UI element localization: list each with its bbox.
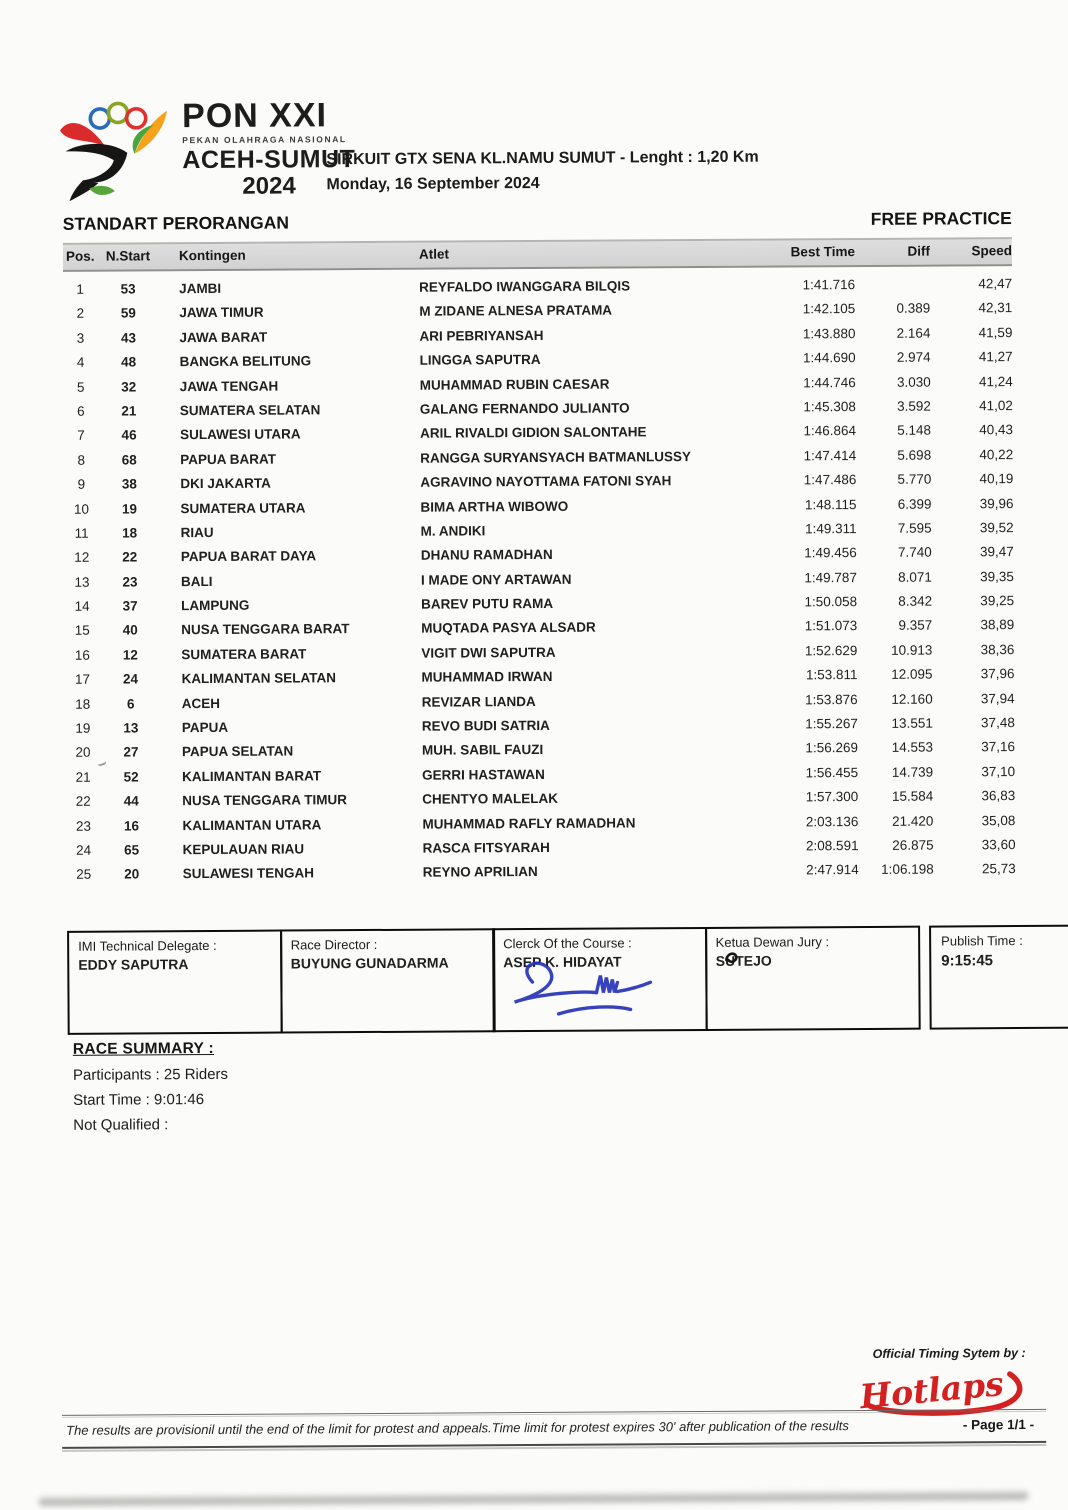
cell-diff: 7.740 <box>897 544 932 561</box>
col-header-nstart: N.Start <box>105 248 151 264</box>
cell-kontingen: JAWA BARAT <box>179 329 268 345</box>
cell-pos: 6 <box>77 403 85 419</box>
cell-pos: 16 <box>74 647 90 663</box>
publish-value: 9:15:45 <box>941 952 994 970</box>
official-name: BUYUNG GUNADARMA <box>290 954 449 972</box>
cell-speed: 41,27 <box>978 349 1013 365</box>
cell-atlet: DHANU RAMADHAN <box>420 547 553 563</box>
cell-kontingen: SULAWESI TENGAH <box>182 865 315 882</box>
cell-diff: 14.553 <box>891 739 934 756</box>
cell-pos: 23 <box>75 818 91 834</box>
cell-kontingen: KEPULAUAN RIAU <box>182 841 305 858</box>
cell-speed: 41,59 <box>978 324 1013 341</box>
event-date-line: Monday, 16 September 2024 <box>326 174 540 194</box>
cell-pos: 7 <box>77 428 85 444</box>
page-number: - Page 1/1 - <box>962 1416 1035 1433</box>
cell-best-time: 1:44.746 <box>803 374 856 390</box>
cell-diff: 15.584 <box>891 788 934 805</box>
cell-atlet: BIMA ARTHA WIBOWO <box>420 498 569 515</box>
cell-best-time: 1:41.716 <box>802 277 856 293</box>
officials-boxes <box>67 925 1068 1035</box>
race-summary-not-qualified: Not Qualified : <box>73 1116 169 1134</box>
col-header-speed: Speed <box>971 243 1012 259</box>
logo-host: ACEH-SUMUT <box>182 144 356 174</box>
cell-best-time: 1:49.311 <box>805 520 857 537</box>
cell-diff: 8.071 <box>898 569 932 585</box>
cell-nstart: 68 <box>121 452 137 468</box>
cell-best-time: 1:57.300 <box>805 789 859 805</box>
cell-nstart: 38 <box>121 476 137 492</box>
cell-best-time: 1:49.787 <box>804 569 857 586</box>
cell-pos: 18 <box>75 696 91 712</box>
cell-diff: 12.160 <box>891 691 933 707</box>
official-label: Ketua Dewan Jury : <box>715 934 830 950</box>
cell-best-time: 2:03.136 <box>805 813 859 829</box>
cell-kontingen: ACEH <box>181 695 220 711</box>
cell-atlet: REYFALDO IWANGGARA BILQIS <box>419 278 631 295</box>
footer-rule-bottom <box>62 1441 1046 1449</box>
cell-pos: 9 <box>77 476 86 492</box>
cell-kontingen: PAPUA BARAT DAYA <box>180 548 317 565</box>
race-summary-participants: Participants : 25 Riders <box>72 1065 229 1084</box>
cell-nstart: 48 <box>121 354 137 370</box>
cell-best-time: 1:55.267 <box>805 716 858 732</box>
cell-best-time: 1:52.629 <box>804 642 858 659</box>
cell-nstart: 32 <box>121 378 137 395</box>
cell-atlet: M ZIDANE ALNESA PRATAMA <box>419 302 613 320</box>
cell-kontingen: LAMPUNG <box>181 597 250 614</box>
cell-diff: 13.551 <box>891 715 933 731</box>
cell-pos: 4 <box>76 354 85 370</box>
cell-atlet: BAREV PUTU RAMA <box>421 595 554 612</box>
cell-kontingen: JAWA TIMUR <box>179 305 264 321</box>
cell-diff: 3.592 <box>897 398 931 414</box>
cell-speed: 37,16 <box>981 739 1016 755</box>
official-name: SUTEJO <box>715 952 772 969</box>
cell-pos: 3 <box>76 330 85 346</box>
col-header-diff: Diff <box>907 243 930 259</box>
cell-speed: 40,19 <box>979 471 1014 487</box>
cell-pos: 19 <box>75 720 91 736</box>
cell-speed: 42,31 <box>978 300 1013 316</box>
cell-nstart: 24 <box>122 671 139 687</box>
cell-pos: 14 <box>74 598 90 614</box>
cell-nstart: 23 <box>122 574 138 590</box>
ink-smudge-icon <box>724 951 740 965</box>
cell-diff: 3.030 <box>896 374 931 390</box>
cell-atlet: ARIL RIVALDI GIDION SALONTAHE <box>419 424 647 442</box>
official-label: IMI Technical Delegate : <box>78 937 217 954</box>
race-summary <box>73 1040 229 1134</box>
cell-pos: 2 <box>76 306 85 322</box>
cell-nstart: 43 <box>120 330 137 346</box>
cell-nstart: 18 <box>122 525 138 541</box>
cell-nstart: 59 <box>120 305 136 321</box>
cell-pos: 11 <box>74 525 89 541</box>
cell-nstart: 40 <box>122 622 138 638</box>
cell-best-time: 1:42.105 <box>802 301 856 317</box>
cell-nstart: 22 <box>122 549 138 565</box>
cell-atlet: RANGGA SURYANSYACH BATMANLUSSY <box>420 448 692 466</box>
cell-pos: 13 <box>74 574 90 590</box>
cell-diff: 2.974 <box>896 349 931 365</box>
cell-best-time: 2:08.591 <box>805 838 859 854</box>
cell-diff: 1:06.198 <box>881 861 934 878</box>
cell-diff: 10.913 <box>891 642 933 658</box>
cell-kontingen: PAPUA <box>181 719 229 736</box>
cell-speed: 37,48 <box>980 715 1015 731</box>
cell-atlet: REVO BUDI SATRIA <box>421 717 550 734</box>
cell-atlet: MUHAMMAD IRWAN <box>421 669 553 685</box>
logo-title: PON XXI <box>181 96 328 136</box>
cell-diff: 9.357 <box>898 618 933 634</box>
cell-nstart: 27 <box>123 744 139 760</box>
cell-diff: 21.420 <box>892 813 934 829</box>
cell-atlet: REYNO APRILIAN <box>422 864 538 881</box>
cell-best-time: 1:48.115 <box>804 496 857 512</box>
cell-kontingen: SUMATERA UTARA <box>180 499 306 516</box>
footer-note-row <box>66 1417 1042 1438</box>
official-box-technical-delegate <box>67 930 283 1035</box>
cell-pos: 17 <box>74 671 91 688</box>
cell-atlet: GALANG FERNANDO JULIANTO <box>419 400 630 417</box>
official-label: Race Director : <box>290 936 378 953</box>
cell-best-time: 1:47.486 <box>803 472 857 488</box>
cell-best-time: 1:43.880 <box>802 325 856 342</box>
cell-speed: 37,96 <box>980 666 1015 682</box>
category-title: STANDART PERORANGAN <box>62 212 290 234</box>
cell-best-time: 1:56.269 <box>805 740 859 756</box>
cell-nstart: 19 <box>121 500 138 517</box>
cell-best-time: 1:45.308 <box>803 398 856 415</box>
cell-nstart: 20 <box>124 866 140 882</box>
scan-edge-shadow <box>39 1491 1029 1506</box>
cell-kontingen: PAPUA SELATAN <box>181 743 294 760</box>
cell-speed: 25,73 <box>981 861 1016 877</box>
cell-speed: 41,02 <box>979 398 1013 414</box>
cell-diff: 5.770 <box>897 471 932 487</box>
hotlaps-logo-icon <box>854 1360 1034 1423</box>
cell-kontingen: SULAWESI UTARA <box>180 426 301 443</box>
cell-pos: 12 <box>74 550 90 566</box>
logo-year: 2024 <box>242 171 296 200</box>
cell-speed: 38,36 <box>980 641 1015 658</box>
col-header-best-time: Best Time <box>790 244 855 260</box>
cell-kontingen: JAWA TENGAH <box>179 378 279 394</box>
cell-speed: 42,47 <box>978 276 1013 292</box>
cell-atlet: CHENTYO MALELAK <box>422 791 559 807</box>
cell-speed: 39,52 <box>979 519 1014 536</box>
provisional-results-note: The results are provisionil until the end of the limit for protest and appeals.Time limit for protest expires 30' after publication of the results <box>66 1418 849 1438</box>
race-summary-title: RACE SUMMARY : <box>72 1039 214 1058</box>
cell-speed: 40,22 <box>979 446 1014 463</box>
race-summary-start-time: Start Time : 9:01:46 <box>73 1091 205 1109</box>
cell-pos: 22 <box>75 793 91 810</box>
cell-diff: 2.164 <box>896 325 931 341</box>
cell-diff: 14.739 <box>891 764 934 780</box>
cell-best-time: 1:49.456 <box>804 545 857 561</box>
publish-time-box <box>929 925 1068 1030</box>
official-box-clerk-of-course <box>492 927 708 1032</box>
cell-pos: 15 <box>74 623 90 639</box>
cell-atlet: VIGIT DWI SAPUTRA <box>421 644 556 661</box>
cell-kontingen: SUMATERA SELATAN <box>179 402 321 419</box>
hotlaps-wordmark: Hotlaps <box>858 1364 1006 1417</box>
cell-pos: 25 <box>76 867 92 883</box>
section-title-row <box>63 208 1012 235</box>
official-name: ASEP K. HIDAYAT <box>503 953 622 971</box>
cell-best-time: 2:47.914 <box>806 862 859 878</box>
cell-atlet: MUH. SABIL FAUZI <box>421 742 544 759</box>
cell-diff: 6.399 <box>897 496 932 512</box>
cell-diff: 7.595 <box>897 520 932 536</box>
cell-kontingen: RIAU <box>180 524 214 541</box>
cell-kontingen: SUMATERA BARAT <box>181 646 307 663</box>
cell-atlet: REVIZAR LIANDA <box>421 693 536 710</box>
cell-speed: 35,08 <box>981 812 1016 828</box>
logo-subtitle: PEKAN OLAHRAGA NASIONAL <box>182 134 347 146</box>
official-name: EDDY SAPUTRA <box>78 956 189 973</box>
cell-atlet: ARI PEBRIYANSAH <box>419 327 544 344</box>
cell-atlet: M. ANDIKI <box>420 523 486 539</box>
official-box-jury-chair <box>705 926 921 1031</box>
cell-speed: 39,47 <box>979 544 1014 560</box>
cell-nstart: 53 <box>120 281 136 297</box>
cell-kontingen: NUSA TENGGARA TIMUR <box>182 792 348 809</box>
cell-speed: 39,96 <box>979 495 1014 511</box>
cell-pos: 24 <box>76 842 92 858</box>
table-row <box>67 857 1016 887</box>
cell-atlet: RASCA FITSYARAH <box>422 839 550 856</box>
col-header-atlet: Atlet <box>418 246 449 262</box>
cell-diff: 0.389 <box>896 300 931 317</box>
cell-kontingen: JAMBI <box>179 280 222 297</box>
cell-nstart: 13 <box>123 720 139 736</box>
table-body <box>63 266 1016 888</box>
official-label: Clerck Of the Course : <box>503 935 632 952</box>
cell-best-time: 1:56.455 <box>805 764 859 781</box>
cell-nstart: 44 <box>123 793 139 809</box>
cell-best-time: 1:47.414 <box>803 447 857 464</box>
col-header-pos: Pos. <box>65 248 95 264</box>
cell-atlet: AGRAVINO NAYOTTAMA FATONI SYAH <box>420 473 672 490</box>
cell-kontingen: BALI <box>180 573 213 589</box>
cell-nstart: 52 <box>123 769 139 785</box>
cell-kontingen: PAPUA BARAT <box>180 451 276 467</box>
cell-kontingen: BANGKA BELITUNG <box>179 353 312 370</box>
cell-speed: 37,10 <box>981 763 1016 780</box>
official-box-race-director <box>280 928 496 1033</box>
cell-best-time: 1:53.811 <box>805 667 858 683</box>
cell-speed: 37,94 <box>980 690 1015 706</box>
cell-kontingen: KALIMANTAN BARAT <box>182 768 322 784</box>
cell-pos: 1 <box>76 281 84 297</box>
cell-kontingen: KALIMANTAN SELATAN <box>181 670 337 687</box>
results-table <box>63 237 1016 888</box>
event-circuit-line: SIRKUIT GTX SENA KL.NAMU SUMUT - Lenght : 1,20 Km <box>326 148 759 169</box>
cell-speed: 36,83 <box>981 788 1016 804</box>
cell-kontingen: KALIMANTAN UTARA <box>182 816 322 833</box>
cell-speed: 41,24 <box>978 373 1013 389</box>
cell-best-time: 1:50.058 <box>804 594 858 610</box>
cell-atlet: MUQTADA PASYA ALSADR <box>421 620 596 637</box>
cell-atlet: LINGGA SAPUTRA <box>419 352 541 368</box>
timing-system-label: Official Timing Sytem by : <box>872 1346 1026 1361</box>
cell-nstart: 21 <box>121 403 137 419</box>
cell-atlet: I MADE ONY ARTAWAN <box>420 571 572 588</box>
cell-kontingen: DKI JAKARTA <box>180 475 271 492</box>
cell-diff: 26.875 <box>892 837 934 853</box>
cell-speed: 39,25 <box>980 593 1015 609</box>
cell-atlet: MUHAMMAD RUBIN CAESAR <box>419 376 610 393</box>
cell-nstart: 37 <box>122 598 138 614</box>
cell-diff: 8.342 <box>898 593 933 609</box>
cell-pos: 5 <box>76 379 85 395</box>
cell-best-time: 1:53.876 <box>805 691 858 707</box>
cell-diff: 12.095 <box>891 666 933 683</box>
cell-speed: 33,60 <box>981 837 1016 853</box>
event-info <box>326 145 759 198</box>
cell-diff: 5.698 <box>897 447 932 463</box>
cell-diff: 5.148 <box>897 422 932 439</box>
cell-best-time: 1:44.690 <box>802 350 856 366</box>
cell-atlet: MUHAMMAD RAFLY RAMADHAN <box>422 814 636 832</box>
publish-label: Publish Time : <box>941 933 1023 949</box>
session-title: FREE PRACTICE <box>870 208 1012 229</box>
cell-nstart: 16 <box>123 818 139 834</box>
cell-atlet: GERRI HASTAWAN <box>422 766 545 783</box>
cell-nstart: 46 <box>121 427 137 443</box>
cell-pos: 8 <box>77 452 85 468</box>
cell-pos: 10 <box>73 501 90 517</box>
cell-pos: 20 <box>75 745 91 761</box>
cell-best-time: 1:46.864 <box>803 423 857 439</box>
col-header-kontingen: Kontingen <box>178 247 246 264</box>
pon-xxi-logo <box>58 96 356 206</box>
cell-speed: 40,43 <box>979 422 1014 438</box>
cell-nstart: 65 <box>124 842 140 858</box>
cell-kontingen: NUSA TENGGARA BARAT <box>181 621 350 638</box>
cell-speed: 39,35 <box>980 568 1014 584</box>
cell-best-time: 1:51.073 <box>804 618 858 634</box>
cell-speed: 38,89 <box>980 617 1015 633</box>
pon-logo-bird-icon <box>58 97 177 206</box>
cell-nstart: 12 <box>122 647 138 663</box>
cell-pos: 21 <box>75 769 91 785</box>
cell-nstart: 6 <box>126 696 135 712</box>
cell-diff <box>855 273 930 298</box>
